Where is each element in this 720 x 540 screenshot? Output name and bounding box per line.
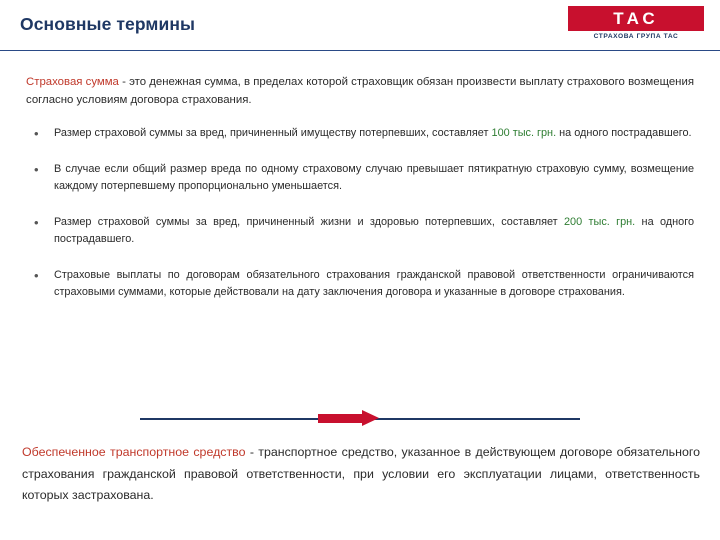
bullet-lead: Размер страховой суммы за вред, причиненный имуществу потерпевших, составляет	[54, 127, 492, 140]
intro-dash: -	[118, 76, 130, 88]
bullet-list	[0, 125, 720, 301]
bullet-highlight: 200 тыс. грн.	[564, 215, 636, 228]
footer-dash: -	[245, 445, 259, 460]
list-item	[26, 161, 694, 196]
slide-content	[0, 56, 720, 319]
arrow-tail	[318, 414, 364, 423]
footer-paragraph	[22, 442, 700, 506]
page-title: Основные термины	[20, 14, 196, 34]
list-item	[26, 267, 694, 302]
bullet-lead: Страховые выплаты по договорам обязательного страхования гражданской правовой ответственности ограничиваются страховыми суммами, которые действовали на дату заключения договора и указанные в договоре страхования.	[54, 268, 694, 298]
list-item	[26, 214, 694, 249]
company-logo	[568, 6, 704, 46]
logo-tagline: СТРАХОВА ГРУПА ТАС	[593, 33, 679, 40]
footer-term: Обеспеченное транспортное средство	[22, 445, 246, 460]
intro-paragraph	[26, 74, 694, 109]
logo-mark: ТАС	[568, 6, 704, 31]
bullet-tail: на одного пострадавшего.	[54, 215, 695, 246]
header-divider	[0, 50, 720, 51]
footer-text: транспортное средство, указанное в действующем договоре обязательного страхования гражданской правовой ответственности, при условии его эксплуатации лицами, ответственность которых застрахована.	[22, 445, 700, 503]
bullet-highlight: 100 тыс. грн.	[491, 127, 557, 140]
bullet-lead: Размер страховой суммы за вред, причиненный жизни и здоровью потерпевших, составляет	[54, 215, 564, 228]
intro-text: это денежная сумма, в пределах которой страховщик обязан произвести выплату страхового возмещения согласно условиям договора страхования.	[26, 76, 694, 106]
intro-term: Страховая сумма	[26, 76, 119, 88]
section-divider	[0, 404, 720, 428]
bullet-lead: В случае если общий размер вреда по одному страховому случаю превышает пятикратную страховую сумму, возмещение каждому потерпевшему пропорционально уменьшается.	[54, 162, 694, 193]
list-item	[26, 125, 694, 142]
bullet-tail: на одного пострадавшего.	[556, 127, 692, 140]
slide-header	[0, 0, 720, 56]
arrow-head	[362, 410, 379, 426]
